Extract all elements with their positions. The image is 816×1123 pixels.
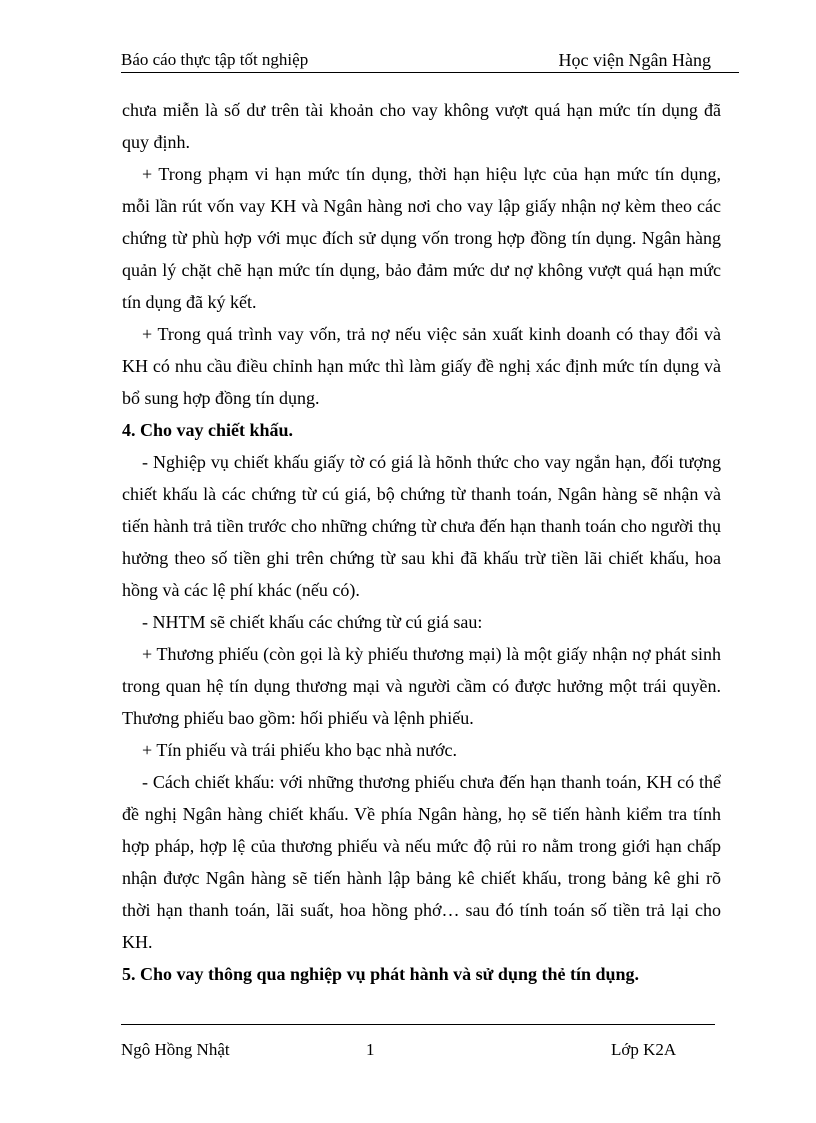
footer-divider [121, 1024, 715, 1025]
paragraph-9: - Cách chiết khấu: với những thương phiếu chưa đến hạn thanh toán, KH có thể đề nghị Ngân hàng chiết khấu. Về phía Ngân hàng, họ sẽ tiến hành kiểm tra tính hợp pháp, hợp lệ của thương phiếu và nếu mức độ rủi ro nằm trong giới hạn chấp nhận được Ngân hàng sẽ tiến hành lập bảng kê chiết khấu, trong bảng kê ghi rõ thời hạn thanh toán, lãi suất, hoa hồng phớ… sau đó tính toán số tiền trả lại cho KH. [122, 772, 721, 952]
header-report-title: Báo cáo thực tập tốt nghiệp [121, 50, 309, 69]
paragraph-5: - Nghiệp vụ chiết khấu giấy tờ có giá là hõnh thức cho vay ngắn hạn, đối tượng chiết khấu là các chứng từ cú giá, bộ chứng từ thanh toán, Ngân hàng sẽ nhận và tiến hành trả tiền trước cho những chứng từ chưa đến hạn thanh toán cho người thụ hưởng theo số tiền ghi trên chứng từ sau khi đã khấu trừ tiền lãi chiết khấu, hoa hồng và các lệ phí khác (nếu có). [122, 452, 721, 600]
paragraph-2: + Trong phạm vi hạn mức tín dụng, thời hạn hiệu lực của hạn mức tín dụng, mỗi lần rút vốn vay KH và Ngân hàng nơi cho vay lập giấy nhận nợ kèm theo các chứng từ phù hợp với mục đích sử dụng vốn trong hợp đồng tín dụng. Ngân hàng quản lý chặt chẽ hạn mức tín dụng, bảo đảm mức dư nợ không vượt quá hạn mức tín dụng đã ký kết. [122, 164, 721, 312]
paragraph-3: + Trong quá trình vay vốn, trả nợ nếu việc sản xuất kinh doanh có thay đổi và KH có nhu cầu điều chỉnh hạn mức thì làm giấy đề nghị xác định mức tín dụng và bổ sung hợp đồng tín dụng. [122, 324, 721, 408]
section-heading-5: 5. Cho vay thông qua nghiệp vụ phát hành và sử dụng thẻ tín dụng. [122, 964, 639, 984]
paragraph-8: + Tín phiếu và trái phiếu kho bạc nhà nước. [142, 740, 458, 760]
footer-author: Ngô Hồng Nhật [121, 1040, 230, 1059]
paragraph-1: chưa miễn là số dư trên tài khoản cho vay không vượt quá hạn mức tín dụng đã quy định. [122, 100, 721, 152]
footer-page-number: 1 [366, 1040, 375, 1059]
document-body [122, 94, 721, 990]
footer-class: Lớp K2A [611, 1040, 677, 1059]
header-institution: Học viện Ngân Hàng [558, 50, 711, 70]
paragraph-7: + Thương phiếu (còn gọi là kỳ phiếu thương mại) là một giấy nhận nợ phát sinh trong quan hệ tín dụng thương mại và người cầm có được hưởng một trái quyền. Thương phiếu bao gồm: hối phiếu và lệnh phiếu. [122, 644, 721, 728]
page-header [121, 48, 739, 73]
paragraph-6: - NHTM sẽ chiết khấu các chứng từ cú giá sau: [142, 612, 483, 632]
section-heading-4: 4. Cho vay chiết khấu. [122, 420, 294, 440]
